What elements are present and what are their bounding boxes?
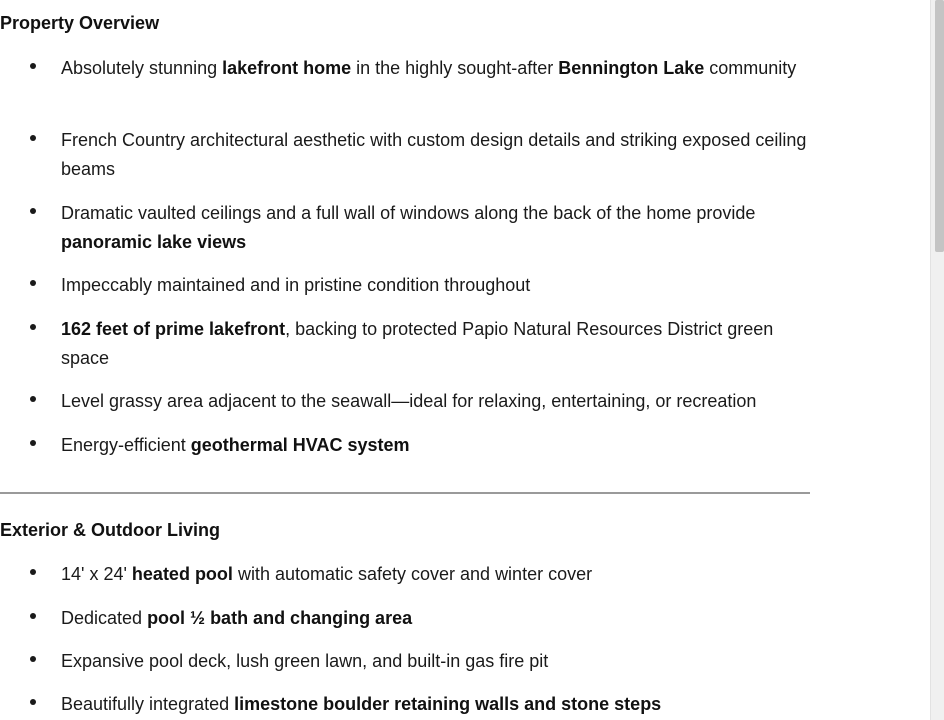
list-item-text [61,271,816,300]
bullet-icon [30,569,36,575]
bullet-icon [30,324,36,330]
bullet-icon [30,440,36,446]
text-segment: Dedicated [61,608,148,628]
list-item-text [61,126,816,184]
bullet-icon [30,280,36,286]
text-segment: Expansive pool deck, lush green lawn, and built-in gas fire pit [61,651,549,671]
text-segment: in the highly sought-after [351,58,559,78]
bold-text: pool ½ bath and changing area [147,608,413,628]
bold-text: Bennington Lake [558,58,705,78]
list-item-text [61,315,816,373]
text-segment: with automatic safety cover and winter cover [232,564,593,584]
text-segment: Dramatic vaulted ceilings and a full wall of windows along the back of the home provide [61,203,756,223]
bold-text: limestone boulder retaining walls and stone steps [234,694,662,714]
bold-text: 162 feet of prime lakefront [61,319,286,339]
bold-text: heated pool [131,564,233,584]
text-segment: community [704,58,797,78]
text-segment: 14' x 24' [61,564,132,584]
list-item-text [61,560,816,589]
text-segment: Level grassy area adjacent to the seawall—ideal for relaxing, entertaining, or recreation [61,391,757,411]
section-heading-property-overview: Property Overview [0,13,160,33]
bold-text: geothermal HVAC system [190,435,410,455]
list-item-text [61,604,816,633]
bullet-icon [30,135,36,141]
text-segment: Beautifully integrated [61,694,235,714]
bullet-icon [30,613,36,619]
list-item-text [61,199,816,257]
bullet-icon [30,208,36,214]
bold-text: panoramic lake views [61,232,247,252]
section-heading-exterior-outdoor-living: Exterior & Outdoor Living [0,520,221,540]
text-segment: Absolutely stunning [61,58,223,78]
list-item-text [61,690,816,719]
vertical-scrollbar[interactable] [930,0,944,720]
bullet-icon [30,396,36,402]
scrollbar-thumb[interactable] [935,0,944,252]
text-segment: Energy-efficient [61,435,191,455]
text-segment: Impeccably maintained and in pristine condition throughout [61,275,531,295]
list-item-text [61,54,816,83]
bullet-icon [30,699,36,705]
bold-text: lakefront home [222,58,352,78]
bullet-icon [30,656,36,662]
text-segment: French Country architectural aesthetic with custom design details and striking exposed ceiling beams [61,130,807,179]
list-item-text [61,387,816,416]
list-item-text [61,647,816,676]
section-divider [0,492,810,494]
list-item-text [61,431,816,460]
bullet-icon [30,63,36,69]
text-segment: , backing to protected Papio Natural Resources District green space [61,319,774,368]
